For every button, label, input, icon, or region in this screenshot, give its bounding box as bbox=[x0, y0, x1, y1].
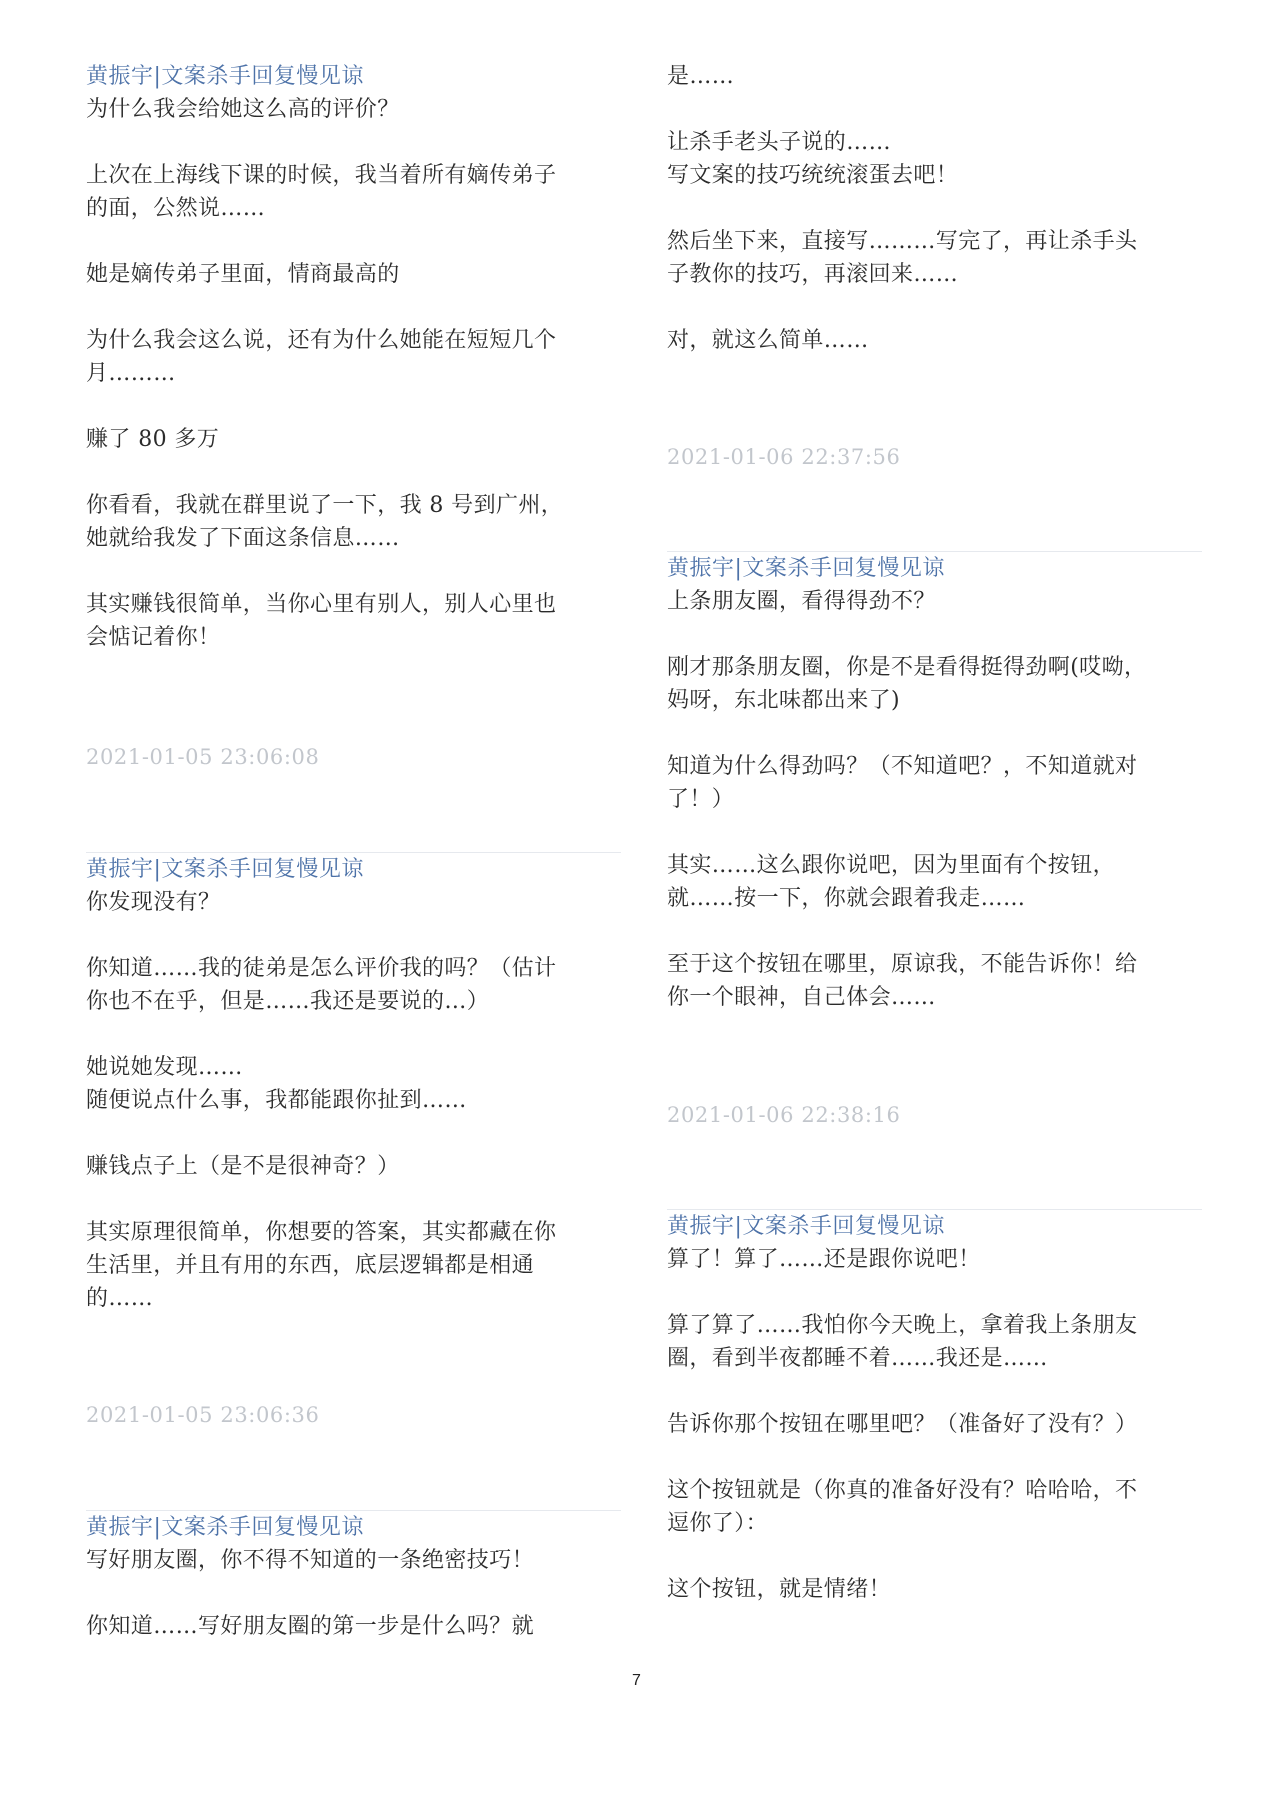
post-paragraph: 其实赚钱很简单，当你心里有别人，别人心里也 会惦记着你！ bbox=[86, 592, 557, 650]
page-number: 7 bbox=[632, 1672, 641, 1689]
post-paragraph: 然后坐下来，直接写………写完了，再让杀手头 子教你的技巧，再滚回来…… bbox=[667, 229, 1138, 287]
post-2 bbox=[86, 853, 621, 1315]
post-paragraph: 刚才那条朋友圈，你是不是看得挺得劲啊(哎呦， 妈呀，东北味都出来了) bbox=[667, 655, 1147, 713]
post-paragraph: 赚了 80 多万 bbox=[86, 427, 220, 452]
post-paragraph: 赚钱点子上（是不是很神奇？） bbox=[86, 1154, 400, 1179]
post-5 bbox=[667, 1210, 1202, 1606]
post-3 bbox=[86, 1511, 621, 1643]
post-paragraph: 算了算了……我怕你今天晚上，拿着我上条朋友 圈，看到半夜都睡不着……我还是…… bbox=[667, 1313, 1138, 1371]
post-paragraph: 写好朋友圈，你不得不知道的一条绝密技巧！ bbox=[86, 1548, 535, 1573]
post-author[interactable]: 黄振宇|文案杀手回复慢见谅 bbox=[86, 857, 364, 882]
post-timestamp: 2021-01-06 22:37:56 bbox=[667, 445, 901, 469]
post-timestamp: 2021-01-06 22:38:16 bbox=[667, 1103, 901, 1127]
post-paragraph: 其实……这么跟你说吧，因为里面有个按钮， 就……按一下，你就会跟着我走…… bbox=[667, 853, 1116, 911]
post-paragraph: 你知道……我的徒弟是怎么评价我的吗？（估计 你也不在乎，但是……我还是要说的…） bbox=[86, 956, 557, 1014]
post-paragraph: 她是嫡传弟子里面，情商最高的 bbox=[86, 262, 400, 287]
post-timestamp: 2021-01-05 23:06:36 bbox=[86, 1403, 320, 1427]
post-author[interactable]: 黄振宇|文案杀手回复慢见谅 bbox=[667, 1214, 945, 1239]
post-paragraph: 上次在上海线下课的时候，我当着所有嫡传弟子 的面，公然说…… bbox=[86, 163, 557, 221]
post-1 bbox=[86, 60, 621, 654]
post-paragraph: 是…… bbox=[667, 64, 735, 89]
post-paragraph: 告诉你那个按钮在哪里吧？（准备好了没有？） bbox=[667, 1412, 1138, 1437]
post-paragraph: 你知道……写好朋友圈的第一步是什么吗？就 bbox=[86, 1614, 535, 1639]
post-paragraph: 她说她发现…… 随便说点什么事，我都能跟你扯到…… bbox=[86, 1055, 467, 1113]
post-paragraph: 算了！算了……还是跟你说吧！ bbox=[667, 1247, 981, 1272]
post-author[interactable]: 黄振宇|文案杀手回复慢见谅 bbox=[667, 556, 945, 581]
post-3-continued bbox=[667, 60, 1202, 357]
post-paragraph: 让杀手老头子说的…… 写文案的技巧统统滚蛋去吧！ bbox=[667, 130, 959, 188]
post-author[interactable]: 黄振宇|文案杀手回复慢见谅 bbox=[86, 64, 364, 89]
post-paragraph: 至于这个按钮在哪里，原谅我，不能告诉你！给 你一个眼神，自己体会…… bbox=[667, 952, 1138, 1010]
post-paragraph: 你发现没有？ bbox=[86, 890, 221, 915]
post-paragraph: 为什么我会这么说，还有为什么她能在短短几个 月……… bbox=[86, 328, 557, 386]
post-paragraph: 知道为什么得劲吗？（不知道吧？，不知道就对 了！） bbox=[667, 754, 1138, 812]
post-timestamp: 2021-01-05 23:06:08 bbox=[86, 745, 320, 769]
post-paragraph: 对，就这么简单…… bbox=[667, 328, 869, 353]
post-4 bbox=[667, 552, 1202, 1014]
post-paragraph: 这个按钮就是（你真的准备好没有？哈哈哈，不 逗你了）： bbox=[667, 1478, 1138, 1536]
post-paragraph: 这个按钮，就是情绪！ bbox=[667, 1577, 892, 1602]
post-author[interactable]: 黄振宇|文案杀手回复慢见谅 bbox=[86, 1515, 364, 1540]
post-paragraph: 其实原理很简单，你想要的答案，其实都藏在你 生活里，并且有用的东西，底层逻辑都是相通 的…… bbox=[86, 1220, 557, 1311]
post-paragraph: 你看看，我就在群里说了一下，我 8 号到广州， 她就给我发了下面这条信息…… bbox=[86, 493, 564, 551]
post-paragraph: 为什么我会给她这么高的评价？ bbox=[86, 97, 400, 122]
post-paragraph: 上条朋友圈，看得得劲不？ bbox=[667, 589, 936, 614]
